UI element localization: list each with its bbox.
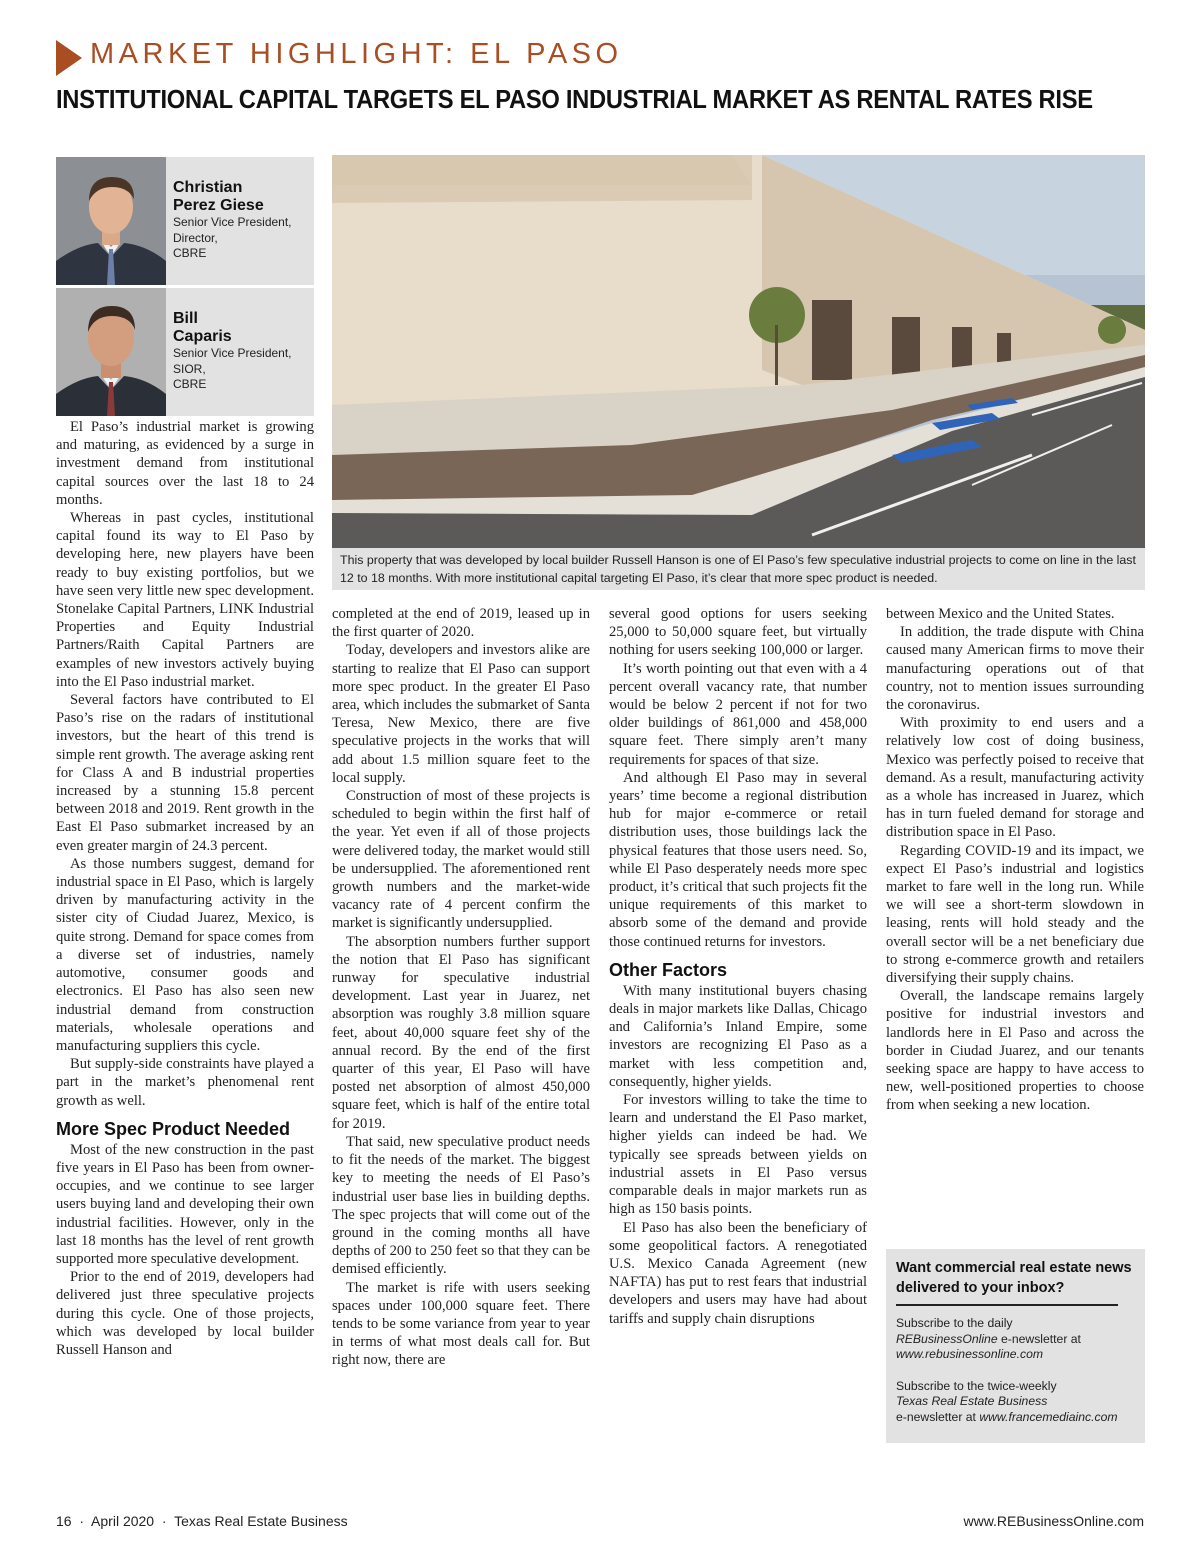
paragraph: Several factors have contributed to El Paso’s rise on the radars of institutional investors, but the heart of this trend is simple rent growth. The average asking rent for Class A and B industrial properties increased by a stunning 15.8 percent between 2018 and 2019. Rent growth in the East El Paso submarket increased by an even greater margin of 24.3 percent. [56, 692, 314, 854]
paragraph: And although El Paso may in several years’ time become a regional distribution hub for major e-commerce or retail distribution uses, those buildings lack the physical features that those users need. So, while El Paso desperately needs more spec product, it’s critical that such projects fit the unique requirements of this market to absorb some of the demand and provide those continued returns for investors. [609, 769, 867, 950]
subscribe-weekly-text: e-newsletter at [896, 1409, 980, 1424]
paragraph: In addition, the trade dispute with China caused many American firms to move their manufacturing operations out of that country, not to mention issues surrounding the coronavirus. [886, 624, 1144, 714]
article-column-1 [56, 418, 314, 1359]
paragraph: The market is rife with users seeking spaces under 100,000 square feet. There tends to be some variance from year to year in terms of what most deals call for. But right now, there are [332, 1279, 590, 1369]
photo-caption: This property that was developed by local builder Russell Hanson is one of El Paso’s few speculative industrial projects to come on line in the last 12 to 18 months. With more institutional capital targeting El Paso, it’s clear that more spec product is needed. [332, 548, 1145, 590]
article-column-2 [332, 605, 590, 1370]
publication-name: Texas Real Estate Business [896, 1394, 1048, 1408]
subscribe-daily [896, 1316, 1135, 1363]
author-title-1-a: Senior Vice President, [173, 215, 292, 229]
author-title-2-b: SIOR, [173, 361, 206, 376]
headline: INSTITUTIONAL CAPITAL TARGETS EL PASO INDUSTRIAL MARKET AS RENTAL RATES RISE [56, 86, 1093, 114]
footer-website[interactable]: www.REBusinessOnline.com [963, 1513, 1144, 1529]
author-name-2-last: Caparis [173, 328, 232, 345]
paragraph: For investors willing to take the time to learn and understand the El Paso market, higher yields can indeed be had. We typically see spreads between yields on industrial assets in El Paso versus comparable deals in major markets run as high as 150 basis points. [609, 1092, 867, 1218]
paragraph: El Paso has also been the beneficiary of some geopolitical factors. A renegotiated U.S. Mexico Canada Agreement (new NAFTA) has put to rest fears that industrial developers and users may have had about tariffs and supply chain disruptions [609, 1219, 867, 1327]
paragraph: Today, developers and investors alike are starting to realize that El Paso can support more spec product. In the greater El Paso area, which includes the submarket of Santa Teresa, New Mexico, there are five speculative projects in the works that will add about 1.5 million square feet to the local supply. [332, 642, 590, 786]
author-photo-1 [56, 157, 166, 285]
paragraph: El Paso’s industrial market is growing and maturing, as evidenced by a surge in investment demand from institutional capital sources over the last 18 to 24 months. [56, 419, 314, 508]
publication-name: REBusinessOnline [896, 1331, 998, 1346]
paragraph: With proximity to end users and a relatively low cost of doing business, Mexico was perfectly poised to receive that demand. As a result, manufacturing activity as a whole has increased in Juarez, which has in turn fueled demand for storage and distribution space in El Paso. [886, 715, 1144, 841]
author-title-2-a: Senior Vice President, [173, 346, 292, 360]
paragraph: Regarding COVID-19 and its impact, we expect El Paso’s industrial and logistics market to fare well in the long run. While we will see a short-term slowdown in leasing, rents will hold steady and the overall sector will be a net beneficiary due to strong e-commerce growth and retailers diversifying their supply chains. [886, 842, 1144, 987]
subheading-other-factors: Other Factors [609, 959, 728, 980]
article-column-3 [609, 605, 867, 1328]
author-name-2-first: Bill [173, 310, 198, 327]
separator: · [79, 1513, 85, 1529]
newsletter-heading: Want commercial real estate news delivered to your inbox? [896, 1260, 1132, 1296]
author-bio-1 [56, 157, 314, 285]
separator: · [161, 1513, 167, 1529]
paragraph: between Mexico and the United States. [886, 606, 1115, 622]
paragraph: That said, new speculative product needs to fit the needs of the market. The biggest key to meeting the needs of El Paso’s industrial user base lies in building depths. The spec projects that will come out of the ground in the coming months all have depths of 200 to 250 feet so that they can be demised efficiently. [332, 1133, 590, 1278]
author-title-1-c: CBRE [173, 246, 207, 260]
kicker-arrow-icon [56, 40, 82, 76]
paragraph: Overall, the landscape remains largely positive for industrial investors and landlords here in El Paso and across the border in Ciudad Juarez, and our tenants seeking space are happy to have access to new, well-positioned properties to choose from when seeking a new location. [886, 988, 1144, 1114]
paragraph: Prior to the end of 2019, developers had delivered just three speculative projects during this cycle. One of those projects, which was developed by local builder Russell Hanson and [56, 1269, 314, 1358]
page-footer-left [56, 1513, 348, 1529]
author-title-1-b: Director, [173, 230, 218, 245]
article-column-4 [886, 605, 1144, 1115]
paragraph: As those numbers suggest, demand for industrial space in El Paso, which is largely driven by manufacturing activity in the sister city of Ciudad Juarez, Mexico, is quite strong. Demand for space comes from a diverse set of industries, namely automotive, consumer goods and electronics. El Paso has also seen new industrial demand from construction materials, wholesale operations and manufacturing suppliers this cycle. [56, 855, 314, 1054]
author-info-2 [173, 310, 313, 393]
divider [896, 1304, 1118, 1306]
author-name-1-last: Perez Giese [173, 197, 264, 214]
paragraph: But supply-side constraints have played a part in the market’s phenomenal rent growth as well. [56, 1056, 314, 1109]
page-number: 16 [56, 1513, 72, 1529]
paragraph: several good options for users seeking 25,000 to 50,000 square feet, but virtually nothing for users seeking 100,000 or larger. [609, 606, 867, 659]
section-kicker: MARKET HIGHLIGHT: EL PASO [90, 38, 623, 70]
paragraph: Most of the new construction in the past five years in El Paso has been from owner-occupies, and we continue to see larger users buying land and developing their own industrial facilities. However, only in the last 18 months has the level of rent growth supported more speculative development. [56, 1141, 314, 1267]
subscribe-daily-text: e-newsletter at [997, 1331, 1081, 1346]
newsletter-link[interactable]: www.francemediainc.com [979, 1409, 1118, 1424]
publication-title: Texas Real Estate Business [174, 1513, 348, 1529]
author-photo-2 [56, 288, 166, 416]
newsletter-link[interactable]: www.rebusinessonline.com [896, 1347, 1043, 1361]
author-info-1 [173, 179, 313, 262]
author-bio-2 [56, 288, 314, 416]
paragraph: It’s worth pointing out that even with a 4 percent overall vacancy rate, that number would be below 2 percent if not for two older buildings of 861,000 and 458,000 square feet. There simply aren’t many requirements for spaces of that size. [609, 660, 867, 768]
paragraph: With many institutional buyers chasing deals in major markets like Dallas, Chicago and California’s Inland Empire, some investors are recognizing El Paso as a market with less competition and, consequently, higher yields. [609, 982, 867, 1090]
newsletter-box [886, 1249, 1145, 1443]
property-photo [332, 155, 1145, 548]
paragraph: completed at the end of 2019, leased up in the first quarter of 2020. [332, 606, 590, 641]
paragraph: The absorption numbers further support the notion that El Paso has significant runway for speculative industrial development. Last year in Juarez, net absorption was roughly 3.8 million square feet, about 40,000 square feet shy of the annual record. By the end of the first quarter of this year, El Paso will have posted net absorption of almost 450,000 square feet, which is half of the entire total for 2019. [332, 933, 590, 1132]
subscribe-weekly-text: Subscribe to the twice-weekly [896, 1378, 1057, 1393]
author-title-2-c: CBRE [173, 377, 207, 391]
author-name-1-first: Christian [173, 179, 243, 196]
subscribe-daily-text: Subscribe to the daily [896, 1316, 1013, 1330]
subscribe-twice-weekly [896, 1379, 1135, 1426]
paragraph: Construction of most of these projects is scheduled to begin within the first half of the year. Yet even if all of those projects were delivered today, the market would still be undersupplied. The aforementioned rent growth numbers and the market-wide vacancy rate of 4 percent confirm the market is significantly undersupplied. [332, 788, 590, 932]
issue-date: April 2020 [91, 1513, 155, 1529]
paragraph: Whereas in past cycles, institutional capital found its way to El Paso by developing here, new players have been ready to buy existing portfolios, but we have seen very little new spec development. Stonelake Capital Partners, LINK Industrial Properties and Equity Industrial Partners/Raith Capital Partners are examples of new investors actively buying into the El Paso industrial market. [56, 510, 314, 690]
subheading-more-spec: More Spec Product Needed [56, 1118, 291, 1139]
